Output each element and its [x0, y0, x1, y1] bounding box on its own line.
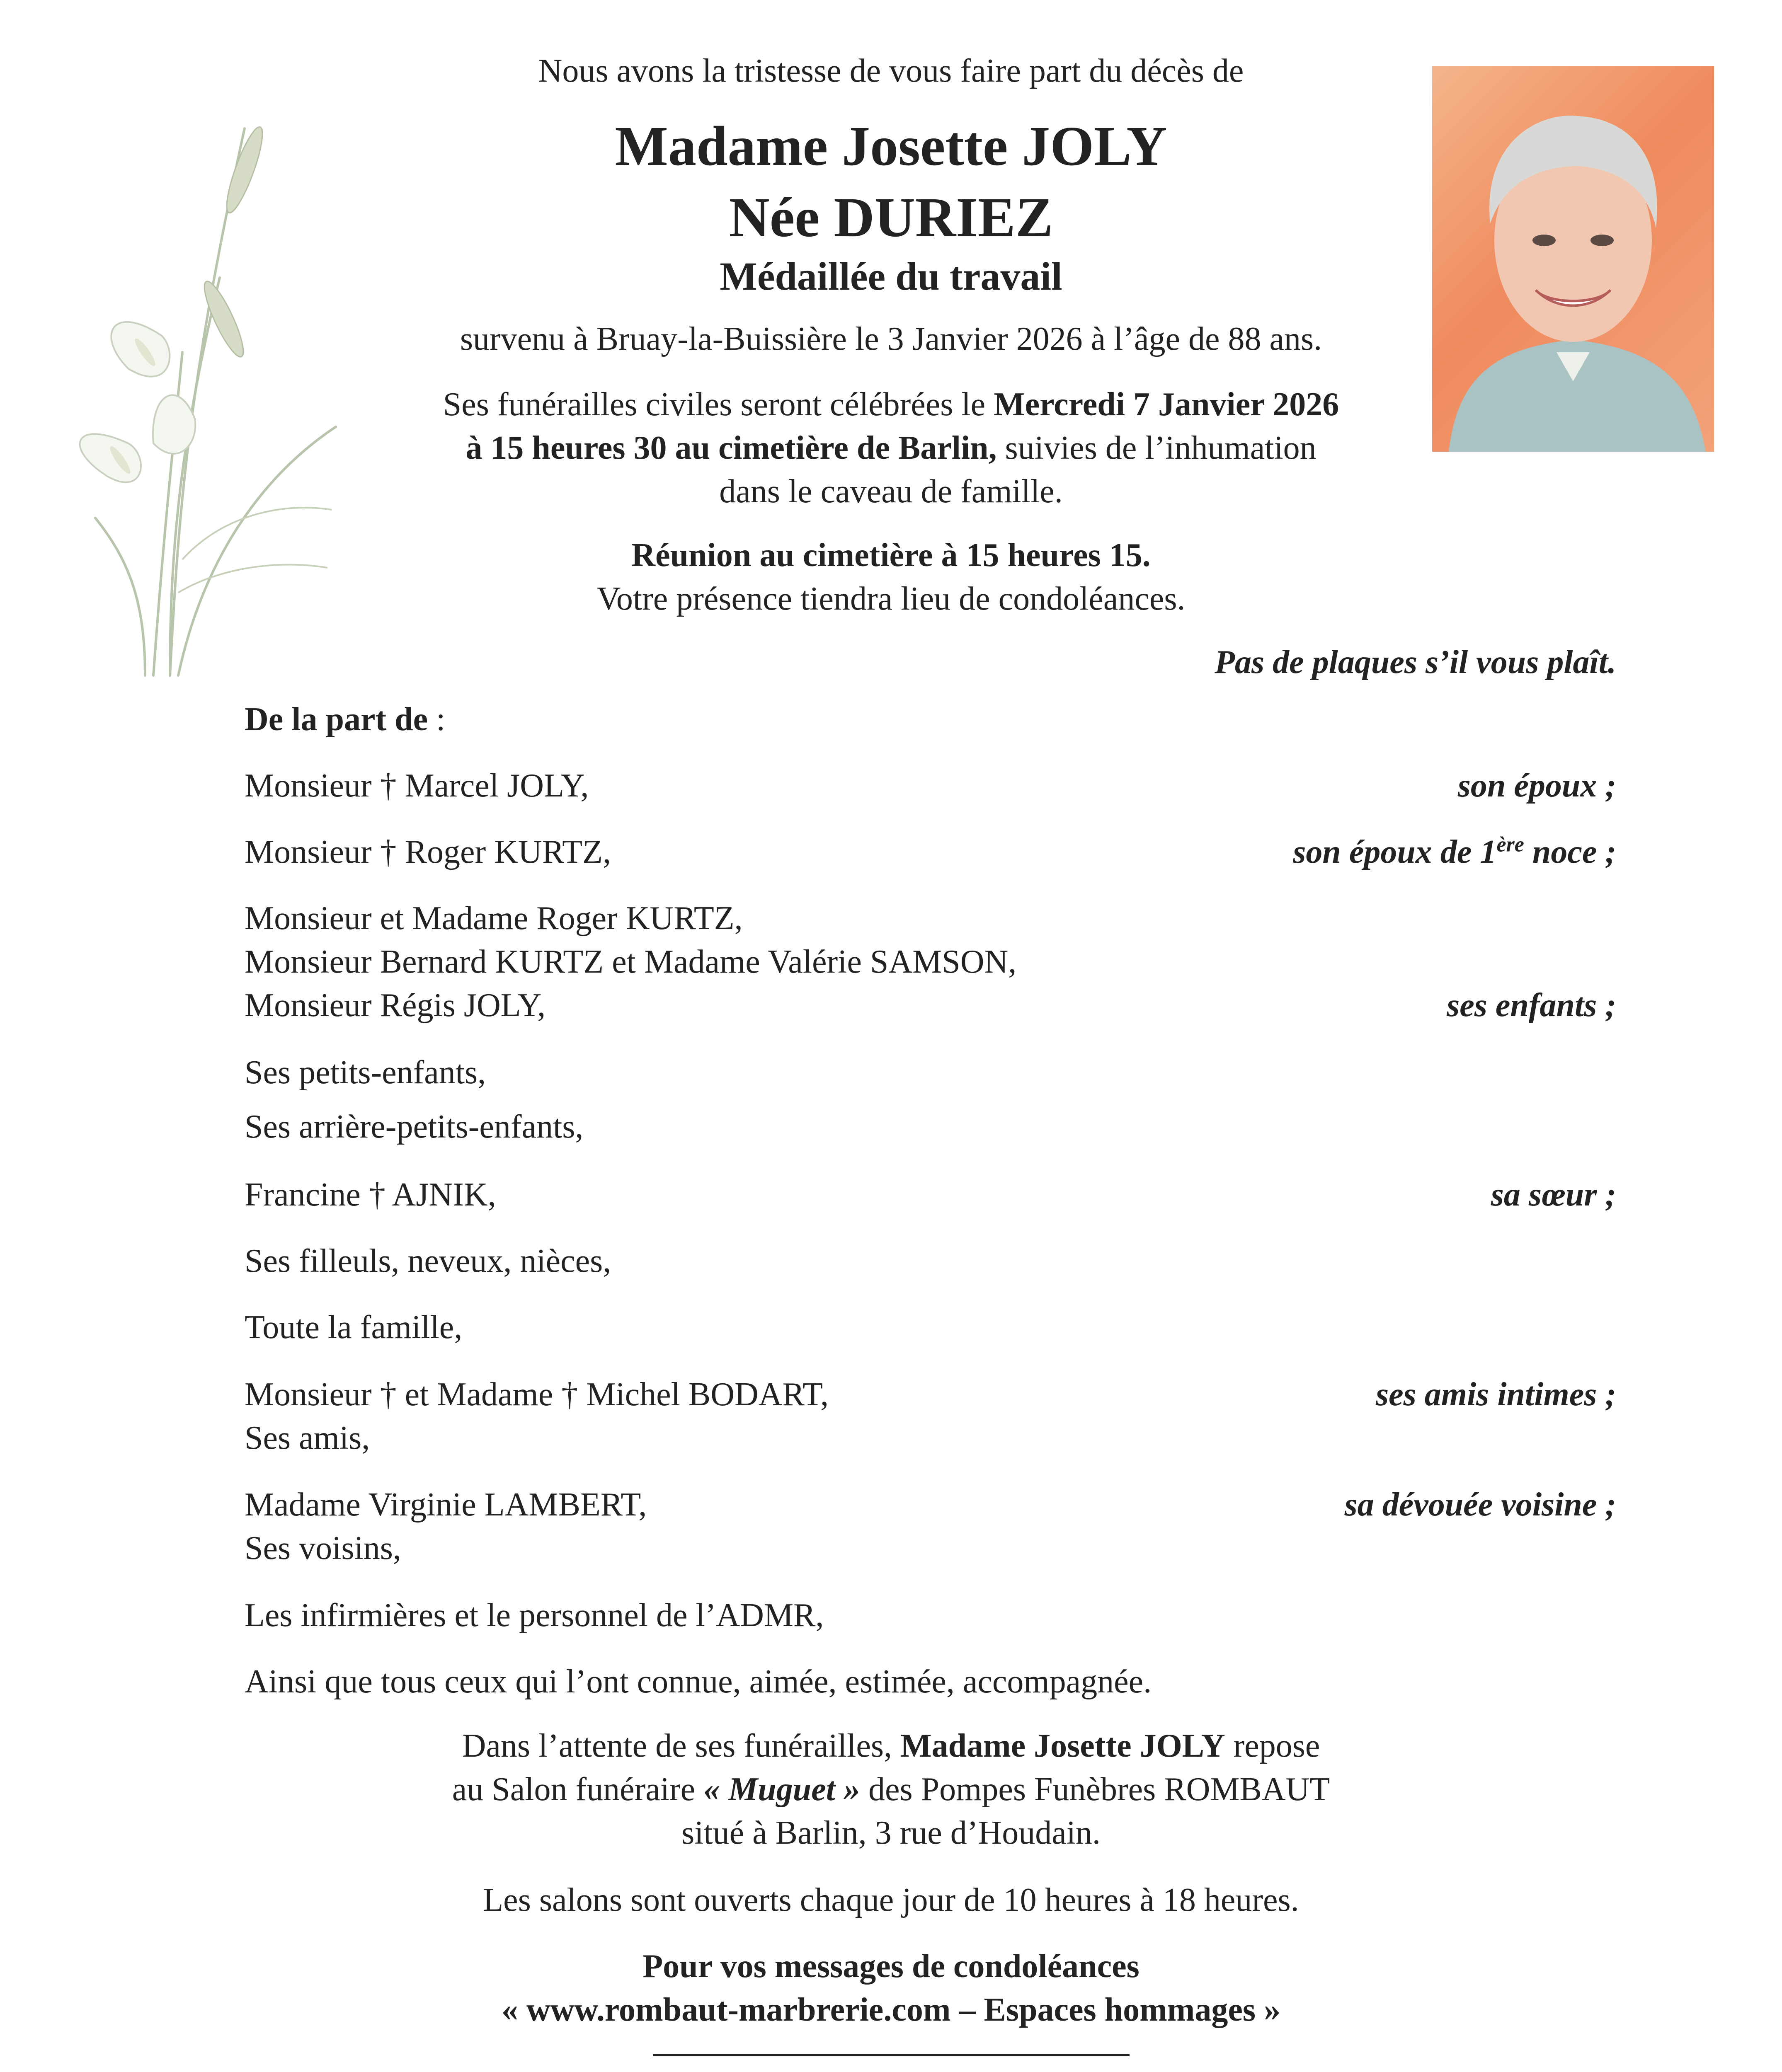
mourner-sister: Francine † AJNIK,	[245, 1176, 496, 1213]
salon-name: « Muguet »	[703, 1771, 860, 1808]
mourner-child-1: Monsieur et Madame Roger KURTZ,	[245, 900, 743, 937]
mourner-nurses: Les infirmières et le personnel de l’ADMR,	[245, 1597, 824, 1634]
rest-name: Madame Josette JOLY	[900, 1728, 1225, 1764]
rest-address: situé à Barlin, 3 rue d’Houdain.	[681, 1815, 1101, 1851]
mourner-marcel: Monsieur † Marcel JOLY,	[245, 767, 589, 804]
funeral-text: suivies de l’inhumation	[996, 430, 1316, 466]
mourner-grandchildren: Ses petits-enfants,	[245, 1054, 486, 1091]
presence-notice: Votre présence tiendra lieu de condoléances.	[596, 581, 1186, 617]
medal-title: Médaillée du travail	[720, 254, 1062, 298]
footer-divider	[653, 2054, 1130, 2056]
mourner-family: Toute la famille,	[245, 1309, 463, 1346]
salon-hours: Les salons sont ouverts chaque jour de 10 heures à 18 heures.	[483, 1882, 1299, 1918]
mourner-lambert: Madame Virginie LAMBERT,	[245, 1486, 647, 1523]
rest-line-2	[0, 1767, 1782, 1811]
maiden-name: Née DURIEZ	[729, 186, 1053, 249]
relation-sister: sa sœur ;	[1491, 1176, 1616, 1213]
relation-first-spouse	[1293, 830, 1616, 874]
from-colon: :	[428, 701, 446, 738]
mourner-bodart: Monsieur † et Madame † Michel BODART,	[245, 1376, 829, 1413]
mourner-all: Ainsi que tous ceux qui l’ont connue, aimée, estimée, accompagnée.	[245, 1663, 1152, 1700]
condolences-website[interactable]: « www.rombaut-marbrerie.com – Espaces hommages »	[501, 1992, 1281, 2028]
death-details: survenu à Bruay-la-Buissière le 3 Janvier 2026 à l’âge de 88 ans.	[460, 321, 1322, 357]
rest-text: Dans l’attente de ses funérailles,	[462, 1728, 900, 1764]
mourner-godchildren: Ses filleuls, neveux, nièces,	[245, 1243, 611, 1279]
condolences-title: Pour vos messages de condoléances	[642, 1948, 1140, 1985]
rest-text: des Pompes Funèbres ROMBAUT	[860, 1771, 1330, 1808]
funeral-line-3: dans le caveau de famille.	[719, 473, 1063, 510]
relation-text: son époux de 1	[1293, 834, 1497, 870]
intro-text: Nous avons la tristesse de vous faire part du décès de	[538, 53, 1244, 89]
rest-text: au Salon funéraire	[452, 1771, 704, 1808]
relation-spouse: son époux ;	[1457, 767, 1616, 804]
relation-children: ses enfants ;	[1447, 987, 1616, 1024]
mourner-child-2: Monsieur Bernard KURTZ et Madame Valérie SAMSON,	[245, 944, 1017, 980]
funeral-date: Mercredi 7 Janvier 2026	[994, 386, 1339, 423]
mourner-roger: Monsieur † Roger KURTZ,	[245, 834, 611, 870]
funeral-text: Ses funérailles civiles seront célébrées le	[443, 386, 994, 423]
relation-neighbour: sa dévouée voisine ;	[1344, 1486, 1616, 1523]
mourner-friends: Ses amis,	[245, 1420, 370, 1456]
from-heading	[245, 697, 445, 741]
funeral-line-1	[0, 382, 1782, 426]
funeral-line-2	[0, 426, 1782, 470]
deceased-name: Madame Josette JOLY	[615, 115, 1167, 177]
from-title: De la part de	[245, 701, 428, 738]
mourner-neighbours: Ses voisins,	[245, 1530, 401, 1566]
relation-text: noce ;	[1524, 834, 1616, 870]
relation-superscript: ère	[1496, 833, 1524, 857]
funeral-time-place: à 15 heures 30 au cimetière de Barlin,	[466, 430, 997, 466]
relation-close-friends: ses amis intimes ;	[1375, 1376, 1616, 1413]
mourner-child-3: Monsieur Régis JOLY,	[245, 987, 546, 1024]
mourner-great-grandchildren: Ses arrière-petits-enfants,	[245, 1109, 584, 1145]
rest-text: repose	[1225, 1728, 1320, 1764]
reunion-notice: Réunion au cimetière à 15 heures 15.	[631, 537, 1151, 574]
no-plaques-notice: Pas de plaques s’il vous plaît.	[1215, 644, 1616, 680]
rest-line-1	[0, 1724, 1782, 1768]
